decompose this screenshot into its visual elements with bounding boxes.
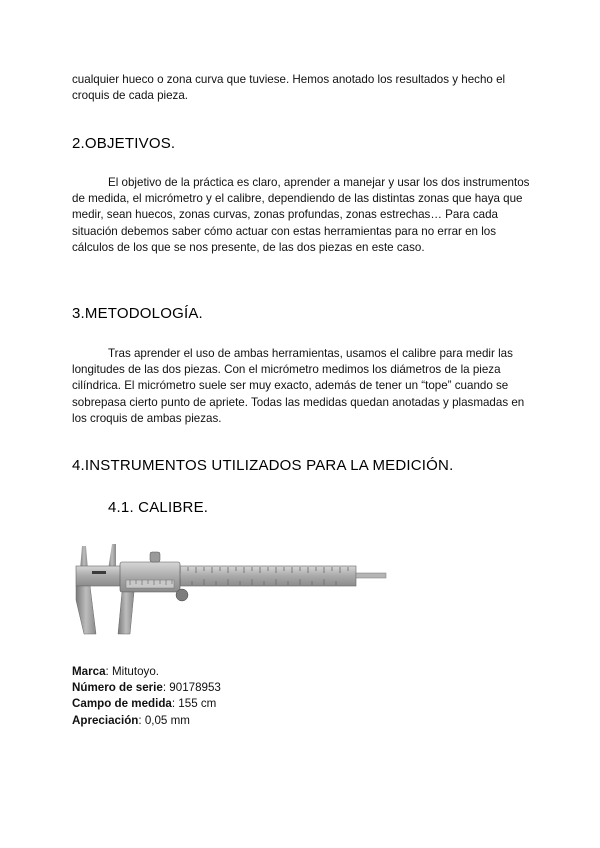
spec-brand-value: : Mitutoyo. (105, 665, 159, 678)
instruments-heading: 4.INSTRUMENTOS UTILIZADOS PARA LA MEDICIÓN. (72, 457, 454, 474)
specifications-list (72, 664, 472, 729)
caliper-image (72, 540, 388, 640)
objectives-paragraph: El objetivo de la práctica es claro, aprender a manejar y usar los dos instrumentos de medida, el micrómetro y el calibre, dependiendo de las distintas zonas que haya que medir, sean huecos, zonas curvas, zonas profundas, zonas estrechas… Para cada situación debemos saber cómo actuar con estas herramientas para no errar en los cálculos de los que se nos presente, de las dos piezas en este caso. (72, 176, 530, 254)
spec-resolution-label: Apreciación (72, 713, 139, 727)
spec-range-value: : 155 cm (171, 697, 217, 711)
spec-brand-label: Marca (72, 665, 106, 678)
calibre-subheading: 4.1. CALIBRE. (108, 499, 209, 516)
objectives-heading: 2.OBJETIVOS. (72, 135, 176, 152)
spec-range-label: Campo de medida (72, 697, 172, 711)
spec-range (72, 696, 472, 712)
methodology-paragraph: Tras aprender el uso de ambas herramientas, usamos el calibre para medir las longitudes de las dos piezas. Con el micrómetro medimos los diámetros de la pieza cilíndrica. El micrómetro suele ser muy exacto, además de tener un “tope” cuando se sobrepasa cierto punto de apriete. Todas las medidas quedan anotadas y plasmadas en los croquis de ambas piezas. (72, 347, 525, 425)
spec-serial-label: Número de serie (72, 681, 163, 695)
intro-paragraph: cualquier hueco o zona curva que tuviese. Hemos anotado los resultados y hecho el croquis de cada pieza. (72, 73, 506, 103)
methodology-heading: 3.METODOLOGÍA. (72, 305, 203, 322)
spec-brand (72, 664, 472, 680)
spec-serial-value: : 90178953 (162, 681, 221, 695)
spec-resolution (72, 713, 472, 729)
spec-resolution-value: : 0,05 mm (138, 713, 190, 727)
spec-serial (72, 680, 472, 696)
